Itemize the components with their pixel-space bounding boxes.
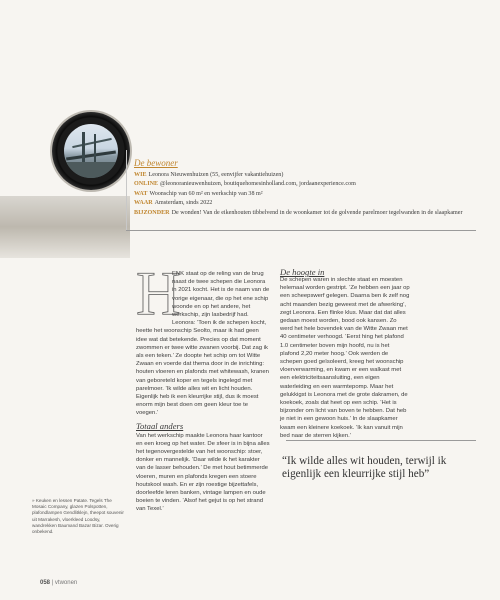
paragraph: De schepen waren in slechte staat en moesten helemaal worden gestript. ‘Ze hebben een jaar op een scheepswerf gelegen. Daarna ben ik zelf nog acht maanden bezig geweest met de afwerking’, zegt Leonora. Een flinke klus. Maar dat dat alles gedaan moest worden, bood ook kansen. Zo werd het hele bovendek van de Witte Zwaan met 40 centimeter verhoogd. ‘Eerst hing het plafond 1.0 centimeter boven mijn hoofd, nu is het plafond 2,20 meter hoog.’ Ook werden de schepen goed geïsoleerd, kreeg het woonschip vloerverwarming, en kwam er een walkast met een elektriciteitsaansluiting, een eigen waterleiding en een warmtepomp. Maar het gelukkigst is Leonora met de grote dakramen, de koekoek, zoals dat heet op een schip. ‘Het is bijzonder om licht van boven te hebben. Dat heb je niet in een gewoon huis.’ In de slaapkamer kwam een kleinere koekoek. ‘Ik kan vanuit mijn bed naar de sterren kijken.’	[280, 277, 410, 439]
page-number: 058	[40, 580, 51, 586]
article-column-2	[280, 276, 410, 440]
info-text: @leonoranieuwenhuizen, boutiquehomesinholland.com, jordaanexperience.com	[160, 181, 356, 188]
quote-divider	[286, 440, 476, 441]
subheading: Totaal anders	[136, 420, 184, 431]
info-label: BIJZONDER	[134, 209, 170, 216]
info-label: ONLINE	[134, 181, 159, 188]
info-row-bijzonder	[134, 209, 474, 218]
info-row-wie	[134, 171, 474, 180]
info-text: Woonschip van 60 m² en werkschip van 38 m²	[149, 190, 263, 197]
info-title: De bewoner	[134, 158, 178, 168]
divider-horizontal	[126, 230, 476, 231]
info-row-online	[134, 180, 474, 189]
info-row-waar	[134, 199, 474, 208]
magazine-name: vtwonen	[54, 580, 78, 586]
info-label: WIE	[134, 172, 147, 178]
page-footer	[40, 580, 77, 586]
info-text: Amsterdam, sinds 2022	[154, 200, 213, 207]
porthole-photo	[52, 112, 130, 190]
info-label: WAAR	[134, 200, 153, 207]
photo-caption: » Keuken en lessen Patate. Tegels The Mosaic Company, glazen Polspotten, plafondlampen Gendlitklejn, theepot souvenir uit Marrakesh, vloerkleed Loodsy, wandrekken Baumand Bazar Bizar. Overig onbekend.	[32, 498, 124, 535]
info-row-wat	[134, 190, 474, 199]
info-text: De wonden! Van de eikenhouten tibbelvend in de woonkamer tot de golvende parelmoer tegelwanden in de slaapkamer	[171, 209, 463, 216]
info-text: Leonora Nieuwenhuizen (55, eenvijfer vakantiehuizen)	[148, 172, 284, 178]
paragraph: ENK staat op de reling van de brug naast de twee schepen die Leonora in 2021 kocht. Het is de naam van de vorige eigenaar, die op het ene schip woonde en op het andere, het werkschip, zijn lasbedrijf had. Leonora: ‘Toen ik de schepen kocht, heette het woonschip Seolto, maar ik had geen idee wat dat betekende. Precies op dat moment zwommen er twee witte zwanen voorbij. Dat zag ik als een teken.’ Ze doopte het schip om tot Witte Zwaan en voerde dat thema door in de inrichting: houten vloeren en plafonds met whitewash, kranen van geboreteld koper en tegels ingelegd met parelmoer. ‘Ik wilde alles wit en licht houden. Eigenlijk heb ik een kleurrijke stijl, dus ik moest enorm mijn best doen om geen kleur toe te voegen.’	[136, 271, 270, 417]
resident-info-box	[134, 158, 474, 218]
info-label: WAT	[134, 190, 148, 197]
paragraph: Van het werkschip maakte Leonora haar kantoor en een kroeg op het water. De sfeer is in bijna alles het tegenovergestelde van het woonschip: stoer, donker en mannelijk. ‘Daar wilde ik het karakter van de lasser behouden.’ De met hout betimmerde vloeren, muren en plafonds kregen een stoere houtskool wash. En er zijn roestige bijzettafels, doorleefde leren banken, vintage lampen en oude boeien te vinden. ‘Alsof het gejut is op het strand van Texel.’	[136, 432, 270, 513]
porthole-view-image	[64, 124, 118, 178]
pull-quote: “Ik wilde alles wit houden, terwijl ik eigenlijk een kleurrijke stijl heb”	[282, 455, 447, 480]
drop-cap: H	[136, 260, 181, 328]
divider-vertical	[126, 150, 127, 230]
subheading: De hoogte in	[280, 267, 325, 277]
water-photo-strip	[0, 196, 130, 258]
article-column-1	[136, 260, 270, 514]
footer-separator: |	[51, 580, 54, 586]
